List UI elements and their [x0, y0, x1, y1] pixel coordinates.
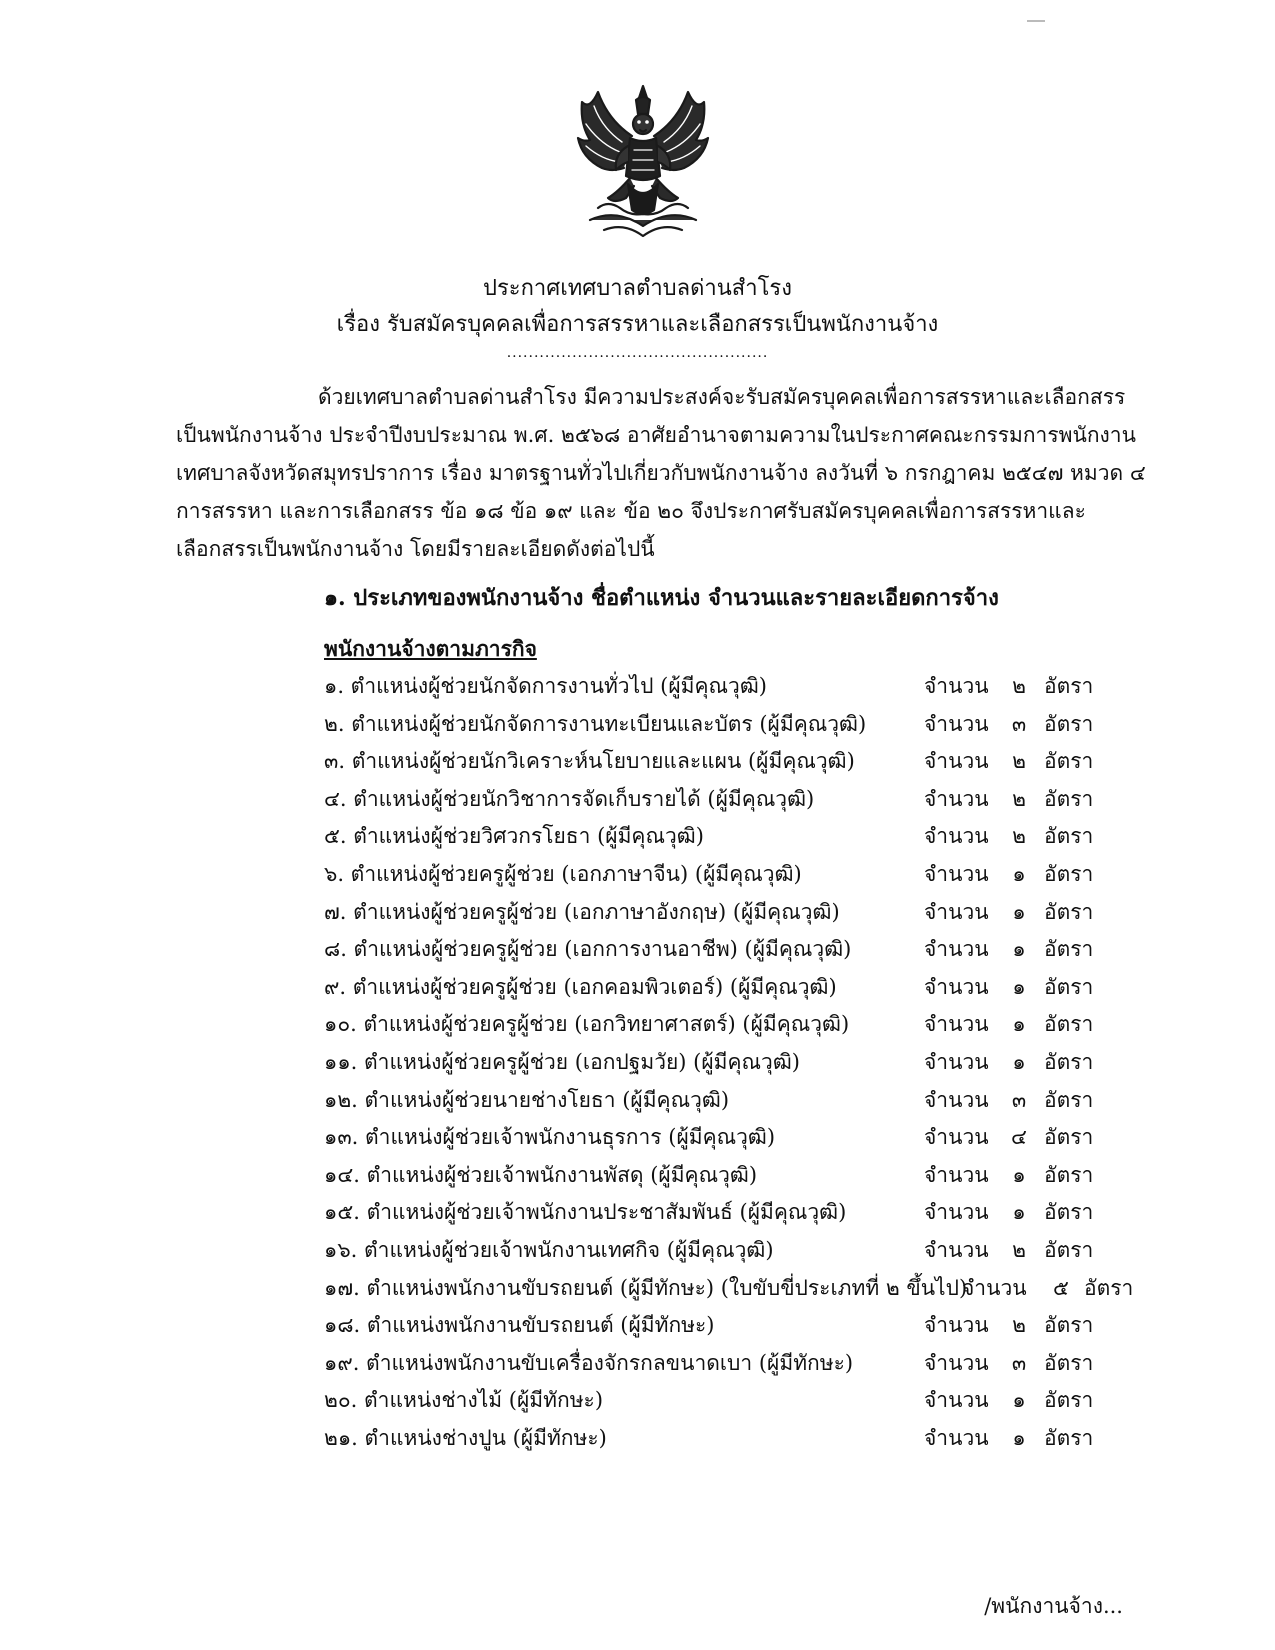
- position-count-label: จำนวน: [924, 1350, 989, 1375]
- position-row: [324, 1119, 1134, 1157]
- position-count-label: จำนวน: [924, 1162, 989, 1187]
- position-count-label: จำนวน: [924, 899, 989, 924]
- position-count: ๒: [1012, 786, 1026, 811]
- position-count: ๑: [1012, 861, 1026, 886]
- position-row: [324, 1420, 1134, 1458]
- position-row: [324, 856, 1134, 894]
- position-count-label: จำนวน: [924, 1125, 989, 1150]
- position-unit: อัตรา: [1044, 1162, 1094, 1187]
- position-count-label: จำนวน: [924, 974, 989, 999]
- position-count-label: จำนวน: [924, 1049, 989, 1074]
- position-name: ๑๒. ตำแหน่งผู้ช่วยนายช่างโยธา (ผู้มีคุณวุฒิ): [324, 1087, 730, 1112]
- position-unit: อัตรา: [1044, 786, 1094, 811]
- position-count: ๑: [1012, 1049, 1026, 1074]
- intro-line: การสรรหา และการเลือกสรร ข้อ ๑๘ ข้อ ๑๙ และ ข้อ ๒๐ จึงประกาศรับสมัครบุคคลเพื่อการสรรหาและ: [176, 499, 1086, 523]
- position-count-label: จำนวน: [924, 1425, 989, 1450]
- position-row: [324, 1270, 1134, 1308]
- position-unit: อัตรา: [1044, 1049, 1094, 1074]
- position-name: ๑๕. ตำแหน่งผู้ช่วยเจ้าพนักงานประชาสัมพันธ์ (ผู้มีคุณวุฒิ): [324, 1200, 847, 1225]
- position-name: ๒. ตำแหน่งผู้ช่วยนักจัดการงานทะเบียนและบัตร (ผู้มีคุณวุฒิ): [324, 711, 867, 736]
- continued-marker: /พนักงานจ้าง...: [984, 1594, 1123, 1618]
- intro-line: เทศบาลจังหวัดสมุทรปราการ เรื่อง มาตรฐานทั่วไปเกี่ยวกับพนักงานจ้าง ลงวันที่ ๖ กรกฎาคม ๒๕๔๗ หมวด ๔: [176, 461, 1146, 485]
- position-name: ๘. ตำแหน่งผู้ช่วยครูผู้ช่วย (เอกการงานอาชีพ) (ผู้มีคุณวุฒิ): [324, 937, 852, 962]
- position-name: ๒๑. ตำแหน่งช่างปูน (ผู้มีทักษะ): [324, 1425, 607, 1450]
- position-count: ๑: [1012, 1425, 1026, 1450]
- position-count-label: จำนวน: [924, 674, 989, 698]
- position-unit: อัตรา: [1044, 1425, 1094, 1450]
- position-name: ๑๙. ตำแหน่งพนักงานขับเครื่องจักรกลขนาดเบา (ผู้มีทักษะ): [324, 1350, 854, 1375]
- intro-line: เลือกสรรเป็นพนักงานจ้าง โดยมีรายละเอียดดังต่อไปนี้: [176, 537, 655, 561]
- position-row: [324, 1345, 1134, 1383]
- position-name: ๖. ตำแหน่งผู้ช่วยครูผู้ช่วย (เอกภาษาจีน) (ผู้มีคุณวุฒิ): [324, 861, 802, 886]
- position-unit: อัตรา: [1044, 1313, 1094, 1338]
- position-row: [324, 706, 1134, 744]
- position-name: ๕. ตำแหน่งผู้ช่วยวิศวกรโยธา (ผู้มีคุณวุฒิ): [324, 824, 704, 849]
- position-unit: อัตรา: [1044, 937, 1094, 962]
- section-heading: ๑. ประเภทของพนักงานจ้าง ชื่อตำแหน่ง จำนวนและรายละเอียดการจ้าง: [324, 585, 999, 611]
- position-row: [324, 969, 1134, 1007]
- section-subheading: พนักงานจ้างตามภารกิจ: [324, 636, 537, 661]
- position-row: [324, 1044, 1134, 1082]
- position-count-label: จำนวน: [924, 1012, 989, 1037]
- intro-line: ด้วยเทศบาลตำบลด่านสำโรง มีความประสงค์จะรับสมัครบุคคลเพื่อการสรรหาและเลือกสรร: [318, 385, 1126, 409]
- position-name: ๑. ตำแหน่งผู้ช่วยนักจัดการงานทั่วไป (ผู้มีคุณวุฒิ): [324, 674, 767, 698]
- position-unit: อัตรา: [1084, 1275, 1134, 1300]
- intro-line: เป็นพนักงานจ้าง ประจำปีงบประมาณ พ.ศ. ๒๕๖๘ อาศัยอำนาจตามความในประกาศคณะกรรมการพนักงาน: [176, 423, 1136, 447]
- position-row: [324, 1232, 1134, 1270]
- position-count: ๑: [1012, 1162, 1026, 1187]
- position-count: ๓: [1011, 1350, 1027, 1375]
- position-unit: อัตรา: [1044, 1125, 1094, 1150]
- position-unit: อัตรา: [1044, 1388, 1094, 1413]
- scan-mark: [1027, 20, 1045, 22]
- position-count: ๑: [1012, 1388, 1026, 1413]
- position-count-label: จำนวน: [924, 861, 989, 886]
- position-unit: อัตรา: [1044, 711, 1094, 736]
- position-count-label: จำนวน: [924, 1237, 989, 1262]
- document-subject: เรื่อง รับสมัครบุคคลเพื่อการสรรหาและเลือกสรรเป็นพนักงานจ้าง: [336, 312, 939, 337]
- position-count-label: จำนวน: [962, 1275, 1027, 1300]
- position-count: ๑: [1012, 937, 1026, 962]
- position-count: ๕: [1053, 1275, 1069, 1300]
- position-unit: อัตรา: [1044, 749, 1094, 774]
- position-name: ๑๔. ตำแหน่งผู้ช่วยเจ้าพนักงานพัสดุ (ผู้มีคุณวุฒิ): [324, 1162, 758, 1187]
- intro-paragraph: [176, 378, 1146, 568]
- position-count-label: จำนวน: [924, 1388, 989, 1413]
- position-count-label: จำนวน: [924, 824, 989, 849]
- position-name: ๑๘. ตำแหน่งพนักงานขับรถยนต์ (ผู้มีทักษะ): [324, 1313, 715, 1338]
- position-name: ๙. ตำแหน่งผู้ช่วยครูผู้ช่วย (เอกคอมพิวเตอร์) (ผู้มีคุณวุฒิ): [324, 974, 837, 999]
- position-count: ๒: [1012, 674, 1026, 698]
- position-row: [324, 781, 1134, 819]
- position-name: ๓. ตำแหน่งผู้ช่วยนักวิเคราะห์นโยบายและแผน (ผู้มีคุณวุฒิ): [324, 749, 855, 774]
- position-unit: อัตรา: [1044, 1237, 1094, 1262]
- position-name: ๑๓. ตำแหน่งผู้ช่วยเจ้าพนักงานธุรการ (ผู้มีคุณวุฒิ): [324, 1125, 776, 1150]
- position-count: ๑: [1012, 1012, 1026, 1037]
- positions-list: [324, 668, 1134, 1457]
- garuda-emblem-icon: [568, 80, 718, 240]
- document-title: ประกาศเทศบาลตำบลด่านสำโรง: [483, 276, 792, 301]
- position-unit: อัตรา: [1044, 899, 1094, 924]
- position-count: ๓: [1011, 711, 1027, 736]
- position-count-label: จำนวน: [924, 1200, 989, 1225]
- position-count: ๑: [1012, 974, 1026, 999]
- position-count: ๒: [1012, 1237, 1026, 1262]
- position-unit: อัตรา: [1044, 974, 1094, 999]
- position-count-label: จำนวน: [924, 749, 989, 774]
- position-count: ๒: [1012, 824, 1026, 849]
- title-separator: ................................................: [506, 345, 769, 361]
- position-count: ๔: [1011, 1125, 1027, 1150]
- position-unit: อัตรา: [1044, 674, 1094, 698]
- position-row: [324, 1006, 1134, 1044]
- position-count-label: จำนวน: [924, 711, 989, 736]
- position-row: [324, 1082, 1134, 1120]
- position-count: ๒: [1012, 1313, 1026, 1338]
- position-row: [324, 818, 1134, 856]
- position-name: ๔. ตำแหน่งผู้ช่วยนักวิชาการจัดเก็บรายได้ (ผู้มีคุณวุฒิ): [324, 786, 815, 811]
- position-count: ๑: [1012, 899, 1026, 924]
- position-count-label: จำนวน: [924, 1087, 989, 1112]
- position-count-label: จำนวน: [924, 786, 989, 811]
- position-unit: อัตรา: [1044, 1350, 1094, 1375]
- position-name: ๗. ตำแหน่งผู้ช่วยครูผู้ช่วย (เอกภาษาอังกฤษ) (ผู้มีคุณวุฒิ): [324, 899, 840, 924]
- position-unit: อัตรา: [1044, 861, 1094, 886]
- position-count: ๒: [1012, 749, 1026, 774]
- position-name: ๑๗. ตำแหน่งพนักงานขับรถยนต์ (ผู้มีทักษะ) (ใบขับขี่ประเภทที่ ๒ ขึ้นไป): [324, 1275, 968, 1300]
- position-row: [324, 1194, 1134, 1232]
- position-row: [324, 931, 1134, 969]
- position-unit: อัตรา: [1044, 824, 1094, 849]
- position-count: ๑: [1012, 1200, 1026, 1225]
- position-row: [324, 1157, 1134, 1195]
- position-row: [324, 668, 1134, 706]
- position-row: [324, 1382, 1134, 1420]
- position-row: [324, 894, 1134, 932]
- position-name: ๒๐. ตำแหน่งช่างไม้ (ผู้มีทักษะ): [324, 1388, 604, 1413]
- position-count: ๓: [1011, 1087, 1027, 1112]
- position-unit: อัตรา: [1044, 1012, 1094, 1037]
- position-name: ๑๑. ตำแหน่งผู้ช่วยครูผู้ช่วย (เอกปฐมวัย) (ผู้มีคุณวุฒิ): [324, 1049, 800, 1074]
- position-name: ๑๖. ตำแหน่งผู้ช่วยเจ้าพนักงานเทศกิจ (ผู้มีคุณวุฒิ): [324, 1237, 774, 1262]
- position-count-label: จำนวน: [924, 937, 989, 962]
- position-count-label: จำนวน: [924, 1313, 989, 1338]
- position-unit: อัตรา: [1044, 1200, 1094, 1225]
- position-name: ๑๐. ตำแหน่งผู้ช่วยครูผู้ช่วย (เอกวิทยาศาสตร์) (ผู้มีคุณวุฒิ): [324, 1012, 850, 1037]
- position-row: [324, 1307, 1134, 1345]
- position-row: [324, 743, 1134, 781]
- position-unit: อัตรา: [1044, 1087, 1094, 1112]
